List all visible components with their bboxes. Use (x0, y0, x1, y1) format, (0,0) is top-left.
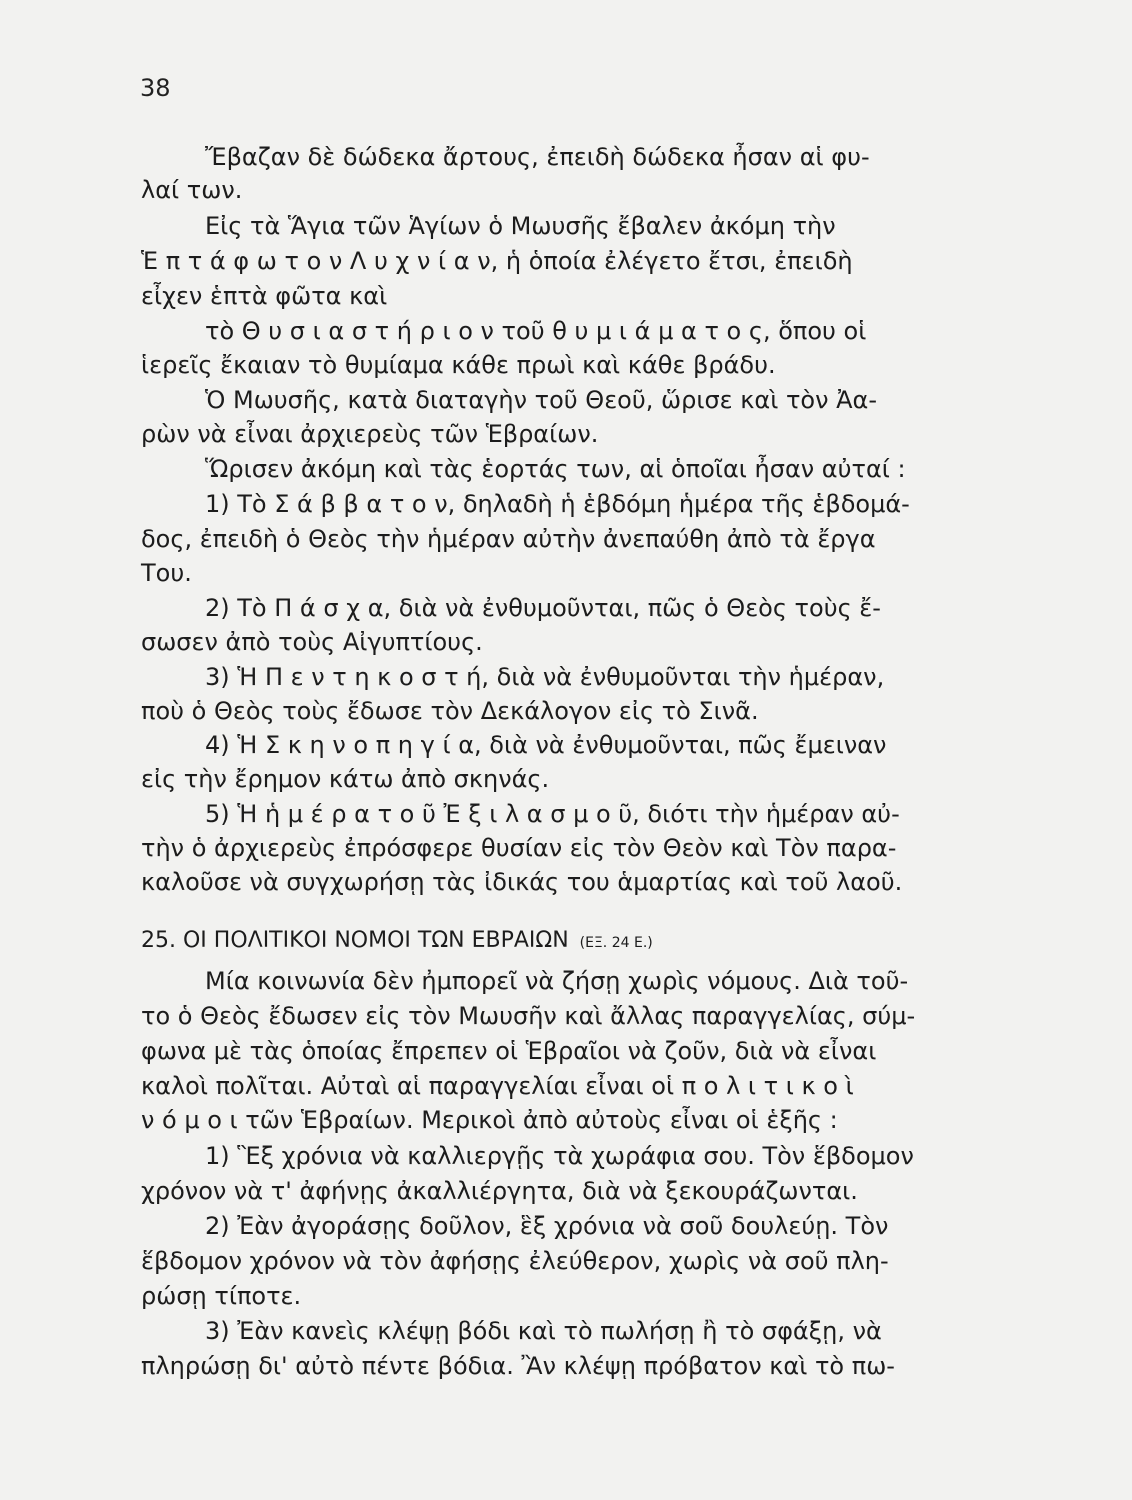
text-line: 1) Ἓξ χρόνια νὰ καλλιεργῇς τὰ χωράφια σου. Τὸν ἕβδομον (205, 1142, 914, 1170)
text-line: Μία κοινωνία δὲν ἠμπορεῖ νὰ ζήσῃ χωρὶς νόμους. Διὰ τοῦ- (205, 967, 909, 995)
text-line: 2) Τὸ Π ά σ χ α, διὰ νὰ ἐνθυμοῦνται, πῶς ὁ Θεὸς τοὺς ἔ- (205, 594, 881, 622)
text-line: Ὁ Μωυσῆς, κατὰ διαταγὴν τοῦ Θεοῦ, ὥρισε καὶ τὸν Ἀα- (205, 386, 878, 414)
text-line: ρὼν νὰ εἶναι ἀρχιερεὺς τῶν Ἑβραίων. (141, 420, 599, 448)
section-heading-reference: (ΕΞ. 24 Ε.) (579, 935, 653, 951)
text-line: καλοὶ πολῖται. Αὐταὶ αἱ παραγγελίαι εἶναι οἱ π ο λ ι τ ι κ ο ὶ (141, 1072, 854, 1100)
text-line: Ἑ π τ ά φ ω τ ο ν Λ υ χ ν ί α ν, ἡ ὁποία ἐλέγετο ἔτσι, ἐπειδὴ (141, 247, 853, 275)
text-line: 3) Ἐὰν κανεὶς κλέψῃ βόδι καὶ τὸ πωλήσῃ ἢ τὸ σφάξῃ, νὰ (205, 1317, 882, 1345)
text-line: 4) Ἡ Σ κ η ν ο π η γ ί α, διὰ νὰ ἐνθυμοῦνται, πῶς ἔμειναν (205, 731, 887, 759)
text-line: δος, ἐπειδὴ ὁ Θεὸς τὴν ἡμέραν αὐτὴν ἀνεπαύθη ἀπὸ τὰ ἔργα (141, 525, 876, 553)
text-line: ἕβδομον χρόνον νὰ τὸν ἀφήσῃς ἐλεύθερον, χωρὶς νὰ σοῦ πλη- (141, 1247, 889, 1275)
section-heading-title: 25. ΟΙ ΠΟΛΙΤΙΚΟΙ ΝΟΜΟΙ ΤΩΝ ΕΒΡΑΙΩΝ (141, 928, 569, 953)
text-line: χρόνον νὰ τ' ἀφήνῃς ἀκαλλιέργητα, διὰ νὰ ξεκουράζωνται. (141, 1177, 858, 1205)
text-line: εἶχεν ἑπτὰ φῶτα καὶ (141, 282, 388, 310)
text-line: Του. (141, 559, 192, 587)
text-line: εἰς τὴν ἔρημον κάτω ἀπὸ σκηνάς. (141, 765, 550, 793)
text-line: καλοῦσε νὰ συγχωρήσῃ τὰς ἰδικάς του ἁμαρτίας καὶ τοῦ λαοῦ. (141, 868, 903, 896)
page-number: 38 (140, 74, 171, 102)
text-line: φωνα μὲ τὰς ὁποίας ἔπρεπεν οἱ Ἑβραῖοι νὰ ζοῦν, διὰ νὰ εἶναι (141, 1037, 877, 1065)
text-line: πληρώσῃ δι' αὐτὸ πέντε βόδια. Ἂν κλέψῃ πρόβατον καὶ τὸ πω- (141, 1352, 895, 1380)
text-line: 1) Τὸ Σ ά β β α τ ο ν, δηλαδὴ ἡ ἑβδόμη ἡμέρα τῆς ἑβδομά- (205, 490, 910, 518)
text-line: ρώσῃ τίποτε. (141, 1282, 302, 1310)
text-line: Ἔβαζαν δὲ δώδεκα ἄρτους, ἐπειδὴ δώδεκα ἦσαν αἱ φυ- (205, 143, 870, 171)
text-line: ἱερεῖς ἔκαιαν τὸ θυμίαμα κάθε πρωὶ καὶ κάθε βράδυ. (141, 351, 776, 379)
text-line: ποὺ ὁ Θεὸς τοὺς ἔδωσε τὸν Δεκάλογον εἰς τὸ Σινᾶ. (141, 697, 759, 725)
text-line: το ὁ Θεὸς ἔδωσεν εἰς τὸν Μωυσῆν καὶ ἄλλας παραγγελίας, σύμ- (141, 1002, 916, 1030)
text-line: Ὥρισεν ἀκόμη καὶ τὰς ἑορτάς των, αἱ ὁποῖαι ἦσαν αὐταί : (205, 455, 906, 483)
text-line: 2) Ἐὰν ἀγοράσῃς δοῦλον, ἓξ χρόνια νὰ σοῦ δουλεύῃ. Τὸν (205, 1212, 889, 1240)
text-line: Εἰς τὰ Ἅγια τῶν Ἁγίων ὁ Μωυσῆς ἔβαλεν ἀκόμη τὴν (205, 212, 836, 240)
text-line: 5) Ἡ ἡ μ έ ρ α τ ο ῦ Ἐ ξ ι λ α σ μ ο ῦ, διότι τὴν ἡμέραν αὐ- (205, 800, 900, 828)
text-line: τὸ Θ υ σ ι α σ τ ή ρ ι ο ν τοῦ θ υ μ ι ά μ α τ ο ς, ὅπου οἱ (205, 317, 867, 345)
text-line: 3) Ἡ Π ε ν τ η κ ο σ τ ή, διὰ νὰ ἐνθυμοῦνται τὴν ἡμέραν, (205, 663, 885, 691)
section-heading (141, 928, 653, 953)
text-line: τὴν ὁ ἀρχιερεὺς ἐπρόσφερε θυσίαν εἰς τὸν Θεὸν καὶ Τὸν παρα- (141, 834, 897, 862)
text-line: ν ό μ ο ι τῶν Ἑβραίων. Μερικοὶ ἀπὸ αὐτοὺς εἶναι οἱ ἑξῆς : (141, 1106, 838, 1134)
text-line: λαί των. (141, 176, 243, 204)
text-line: σωσεν ἀπὸ τοὺς Αἰγυπτίους. (141, 628, 483, 656)
